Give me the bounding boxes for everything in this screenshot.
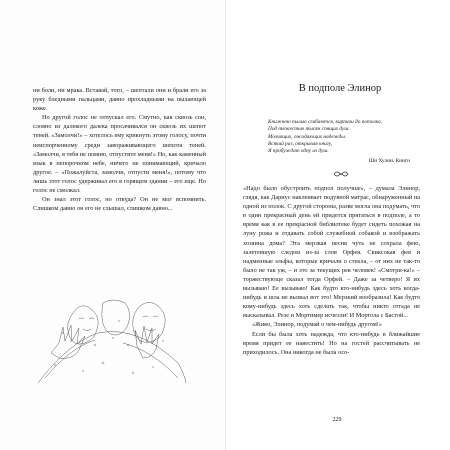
- epigraph-line: Под тяжестью тысяч спящих душ.: [268, 126, 350, 133]
- epigraph-line: Молчащих, ожидающих надежды.: [268, 133, 347, 140]
- epigraph: [268, 119, 422, 155]
- paragraph: Но другой голос не отпускал его. Смутно, как сквозь сон, словно из далекого далека просачивался он сквозь их шепот теней. «Замолчи!» – хотелось ему крикнуть этому голосу, почти неиспорченному среди завораживающего шепота теней. «Замолчи, я тебя не помню, отпустите меня!» Но, как каменный язык в непорочном небе, ничего не понимающий, кричало другое. – «Пожалуйста, замолчи, отпусти меня!», потому что лишь этот голос удерживал его в горящем здании – его еще. Но голос не смолкал.: [33, 114, 206, 195]
- epigraph-source: Ши Хулин. Книги: [368, 158, 410, 164]
- paragraph: ни боли, ни мрака. Вставай, того, – шептали они и брали его за руку бледными пальцами, давно прохладными на пылающей коже.: [33, 87, 206, 113]
- paragraph: Если бы была хоть надежда, что кто-нибудь в ближайшие время придет ее навестить! Но на гостей рассчитывать не приходилось. Она никогда не была осо-: [243, 330, 420, 356]
- ghostly-figures-illustration: [33, 283, 189, 393]
- page-number: 229: [332, 417, 342, 423]
- epigraph-line: Я пробуждаю одну из душ.: [268, 148, 329, 155]
- paragraph: «Живо, Элинор, подумай о чем-нибудь другом!»: [252, 321, 383, 329]
- chapter-title: В подполе Элинор: [298, 83, 382, 94]
- right-page-text: [243, 184, 420, 357]
- ornament-icon: [333, 170, 349, 178]
- epigraph-line: Всякий раз, открывая книгу,: [268, 140, 333, 147]
- epigraph-line: Книжною пылью сгибаются, кирпичи до потолка,: [268, 119, 382, 125]
- left-page-text: [33, 86, 206, 213]
- paragraph: «Надо было обустроить подпол получше», – думала Элинор, глядя, как Дариус наклеивает подувной матрас, обнаруженный на одной из полок. С другой стороны, разве могла она подумать, что в один прекрасный день ей придется прятаться в подполе, а то время как в ее прекрасной библиотеке будет сидеть похожая на луну рожа и отдавать собой служебной собакой и изображать хозяина дома? Эта мерзкая песня чуть не сохрала фею, залетевшую следом из-за слов Орфея. Свиксокая фея и надменные эльфы, которые кричали о стекла, – от них не так-то было не так уж, – и это за текущих рек человек! «Смотри-ка!» – торжествующе сказал тогда Орфей. – Даже за четверо! Я их вызываю! Ее вызываю! Как будто кто-нибудь здесь хоть когда-нибудь и шла не вызвал вот это! Мерзкий вообразила! Как будто кому-нибудь здесь хоть сделать так, чтобы никто отгада не высказывал. Резе и Мортимер исчезли! И Мортола с Бастой...: [243, 185, 420, 320]
- paragraph: Он знал этот голос, но откуда? Он не мог вспомнить. Слишком давно он его не слышал, слишком давно...: [33, 196, 206, 213]
